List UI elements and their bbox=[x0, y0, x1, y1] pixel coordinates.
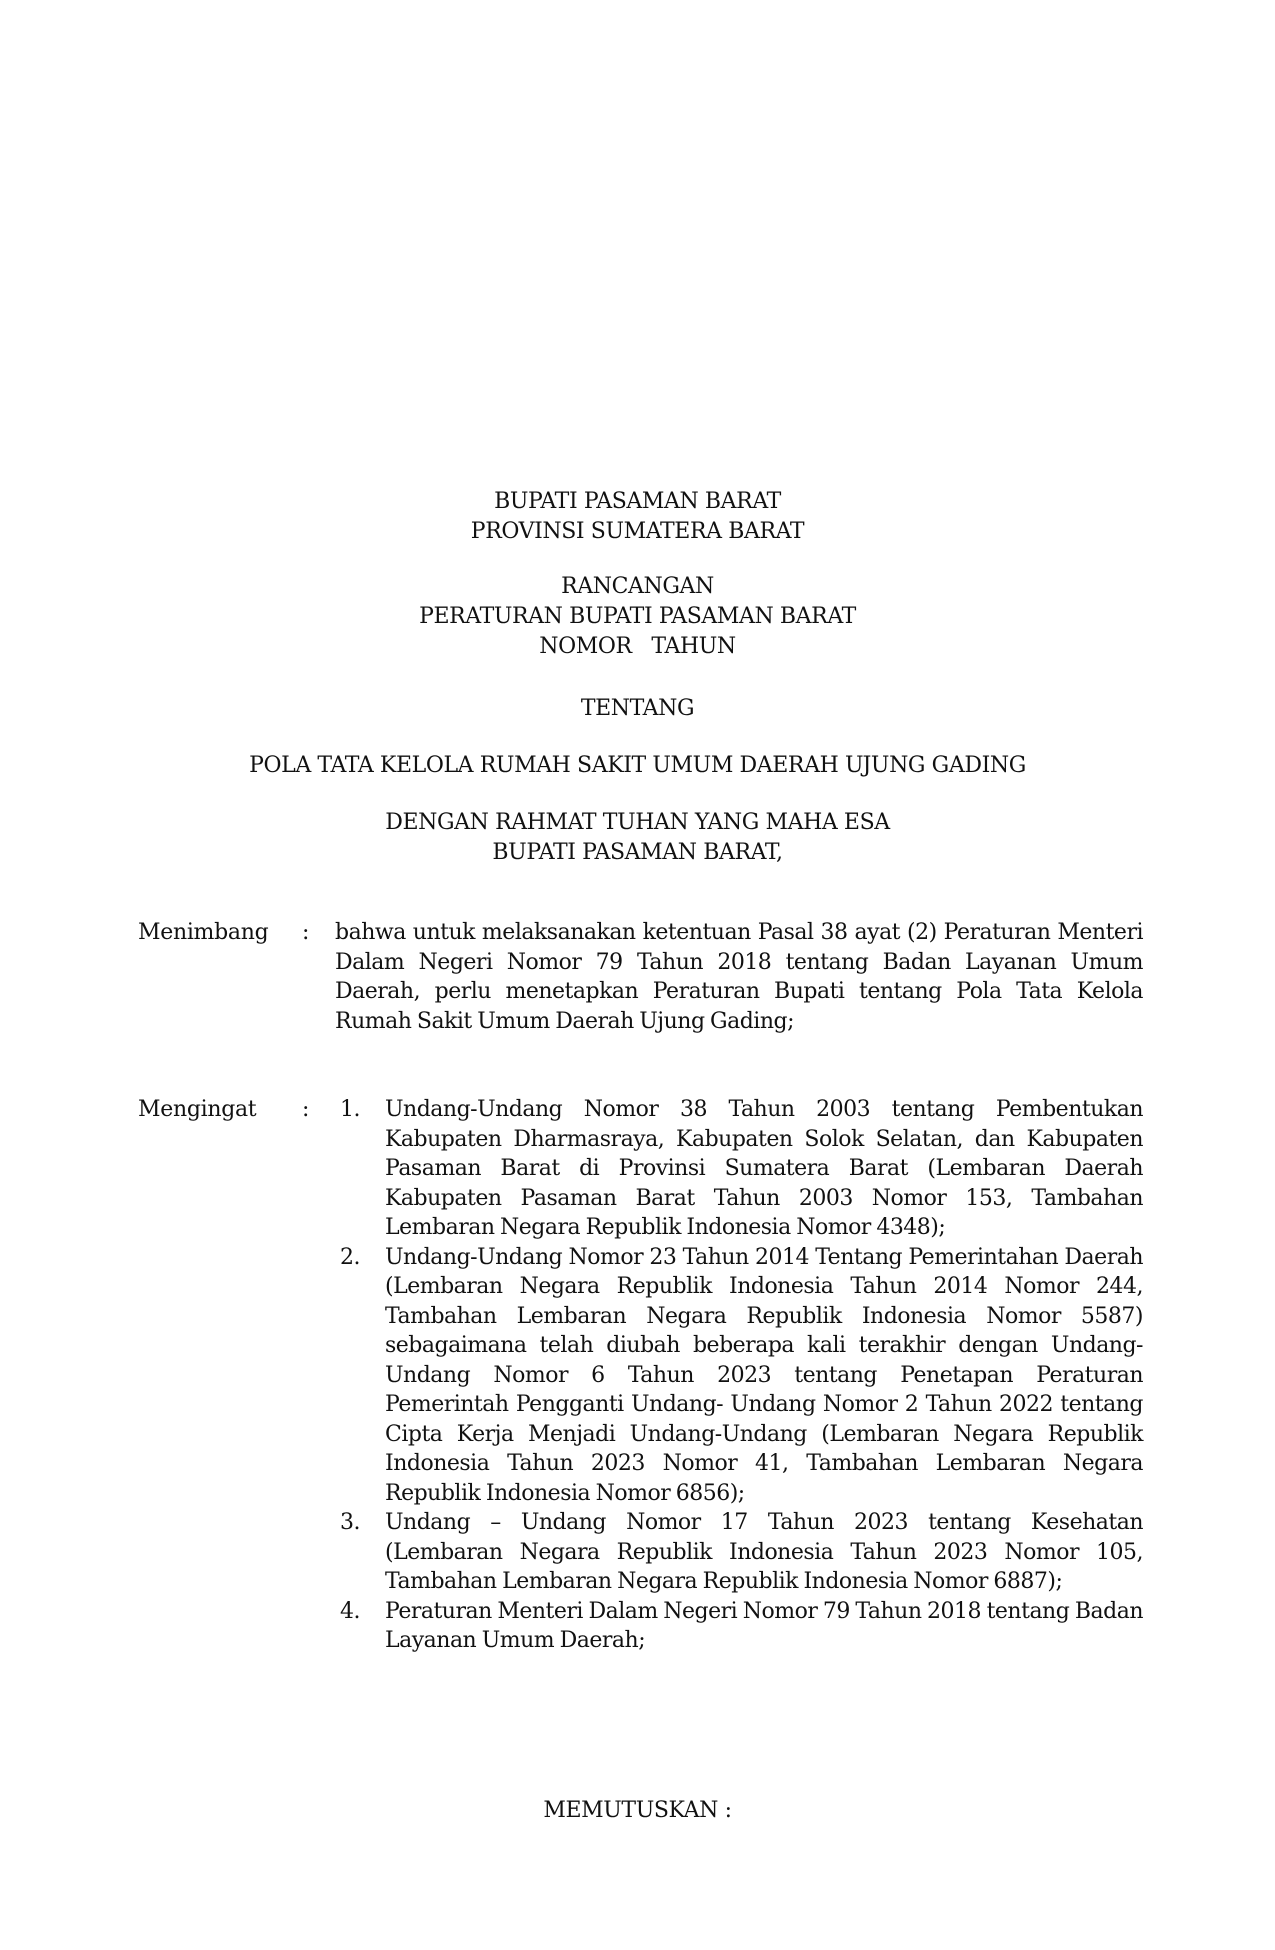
mengingat-colon: : bbox=[302, 1097, 310, 1122]
about-label-block bbox=[0, 694, 1275, 724]
regulation-subject: POLA TATA KELOLA RUMAH SAKIT UMUM DAERAH UJUNG GADING bbox=[249, 753, 1026, 778]
item-number: 1. bbox=[340, 1097, 360, 1122]
item-number: 3. bbox=[340, 1510, 360, 1535]
item-text: Undang-Undang Nomor 38 Tahun 2003 tentang Pembentukan Kabupaten Dharmasraya, Kabupaten Solok Selatan, dan Kabupaten Pasaman Barat di Provinsi Sumatera Barat (Lembaran Daerah Kabupaten Pasaman Barat Tahun 2003 Nomor 153, Tambahan Lembaran Negara Republik Indonesia Nomor 4348); bbox=[385, 1097, 1143, 1240]
mengingat-item bbox=[335, 1508, 1143, 1597]
about-label: TENTANG bbox=[580, 696, 695, 721]
item-text: Undang-Undang Nomor 23 Tahun 2014 Tentang Pemerintahan Daerah (Lembaran Negara Republik Indonesia Tahun 2014 Nomor 244, Tambahan Lembaran Negara Republik Indonesia Nomor 5587) sebagaimana telah diubah beberapa kali terakhir dengan Undang-Undang Nomor 6 Tahun 2023 tentang Penetapan Peraturan Pemerintah Pengganti Undang- Undang Nomor 2 Tahun 2022 tentang Cipta Kerja Menjadi Undang-Undang (Lembaran Negara Republik Indonesia Tahun 2023 Nomor 41, Tambahan Lembaran Negara Republik Indonesia Nomor 6856); bbox=[385, 1244, 1143, 1506]
mengingat-item bbox=[335, 1243, 1143, 1509]
issuer-header bbox=[0, 487, 1275, 547]
menimbang-text: bahwa untuk melaksanakan ketentuan Pasal 38 ayat (2) Peraturan Menteri Dalam Negeri Nomor 79 Tahun 2018 tentang Badan Layanan Umum Daerah, perlu menetapkan Peraturan Bupati tentang Pola Tata Kelola Rumah Sakit Umum Daerah Ujung Gading; bbox=[335, 920, 1143, 1034]
item-number: 2. bbox=[340, 1244, 360, 1270]
item-number: 4. bbox=[340, 1598, 360, 1624]
issuer-province: PROVINSI SUMATERA BARAT bbox=[470, 519, 805, 544]
regulation-number: NOMOR TAHUN bbox=[539, 634, 736, 659]
preamble-line-2: BUPATI PASAMAN BARAT, bbox=[492, 840, 783, 865]
regulation-name: PERATURAN BUPATI PASAMAN BARAT bbox=[419, 604, 856, 629]
mengingat-item bbox=[335, 1597, 1143, 1656]
decision-block bbox=[0, 1796, 1275, 1826]
mengingat-item bbox=[335, 1095, 1143, 1243]
issuer-title: BUPATI PASAMAN BARAT bbox=[494, 489, 781, 514]
draft-label: RANCANGAN bbox=[561, 574, 714, 599]
item-text: Undang – Undang Nomor 17 Tahun 2023 tentang Kesehatan (Lembaran Negara Republik Indonesia Tahun 2023 Nomor 105, Tambahan Lembaran Negara Republik Indonesia Nomor 6887); bbox=[385, 1510, 1143, 1594]
subject-block bbox=[0, 751, 1275, 781]
menimbang-label: Menimbang bbox=[138, 920, 269, 945]
mengingat-list bbox=[335, 1095, 1143, 1656]
preamble-line-1: DENGAN RAHMAT TUHAN YANG MAHA ESA bbox=[385, 810, 890, 835]
decision-label: MEMUTUSKAN : bbox=[543, 1798, 732, 1823]
menimbang-colon: : bbox=[302, 920, 310, 945]
regulation-title-block bbox=[0, 572, 1275, 662]
preamble-block bbox=[0, 808, 1275, 868]
item-text: Peraturan Menteri Dalam Negeri Nomor 79 Tahun 2018 tentang Badan Layanan Umum Daerah; bbox=[385, 1598, 1143, 1653]
mengingat-label: Mengingat bbox=[138, 1097, 257, 1122]
